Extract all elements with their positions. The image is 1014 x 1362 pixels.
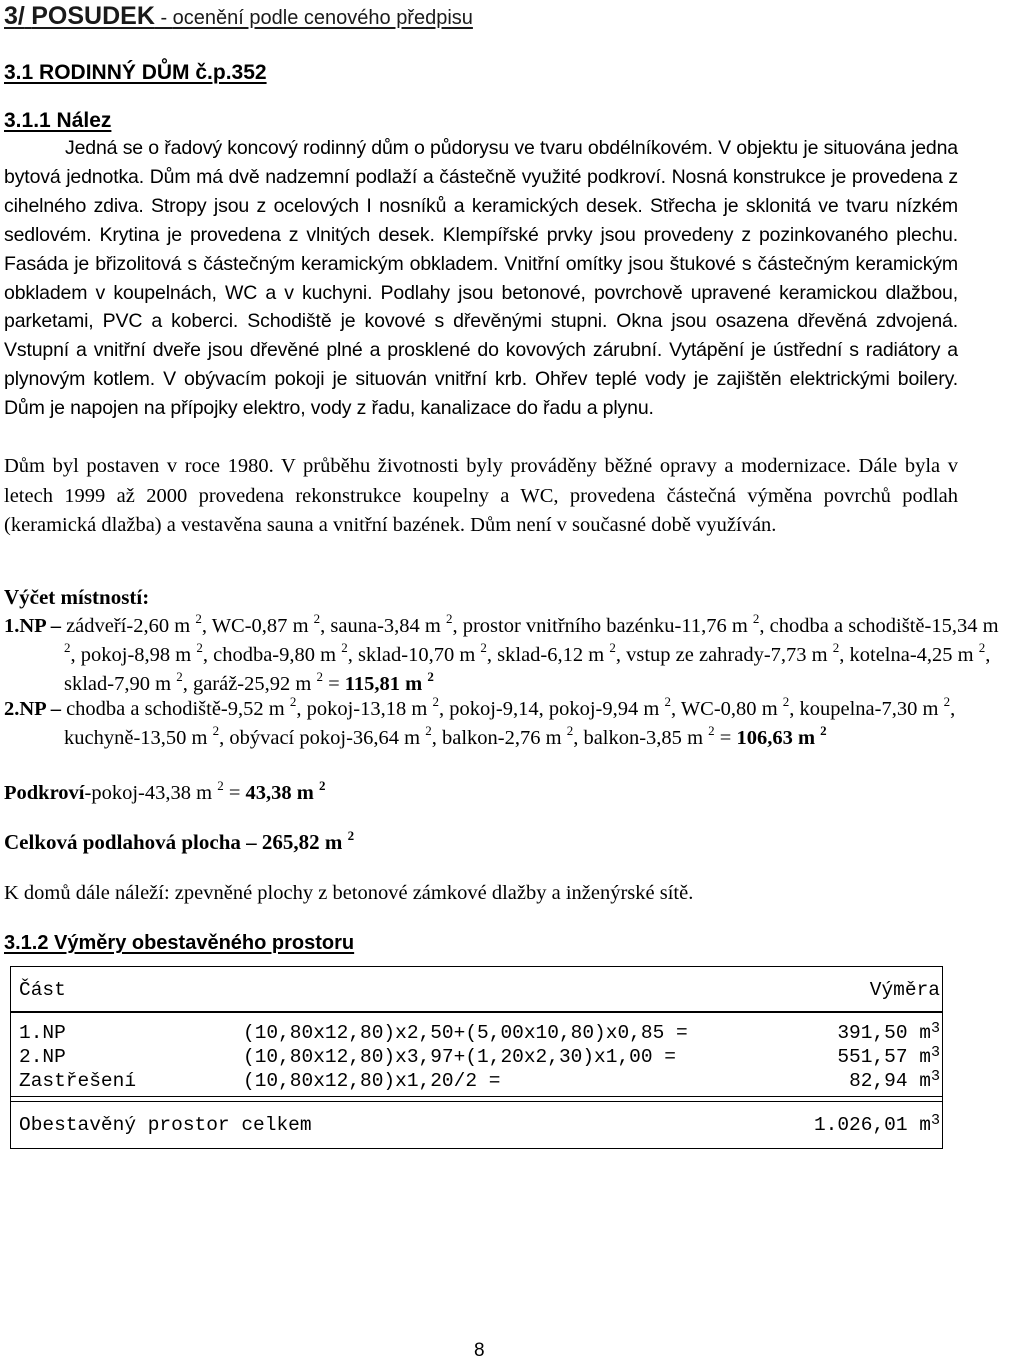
room-unit: m: [170, 644, 197, 666]
volume-row: [19, 1046, 940, 1068]
room-unit-power: 2: [212, 723, 220, 738]
total-floor-area: Celková podlahová plocha – 265,82 m $^2$: [4, 828, 355, 854]
finding-heading: 3.1.1 Nález: [4, 109, 112, 132]
room-unit: m: [190, 782, 218, 804]
page-number: 8: [474, 1340, 485, 1361]
col-value-header: Výměra: [869, 979, 940, 1001]
room-unit-power: 2: [480, 640, 487, 655]
room-unit: m: [315, 644, 342, 666]
room-item: prostor vnitřního bazénku-11,76: [462, 615, 727, 637]
volume-row: [19, 1070, 940, 1092]
finding-paragraph-2: Dům byl postaven v roce 1980. V průběhu životnosti byly prováděny běžné opravy a modernizace. Dále byla v letech 1999 až 2000 provedena rekonstrukce koupelny a WC, provedena částečná výměna povrchů podlah (keramická dlažba) a vestavěna sauna a vnitřní bazének. Dům není v současné době využíván.: [4, 455, 958, 537]
section-heading: [4, 2, 473, 31]
room-item: balkon-2,76: [441, 727, 541, 749]
room-unit: m: [169, 615, 196, 637]
room-unit-power: 2: [445, 611, 453, 626]
floor-label: 1.NP: [4, 615, 46, 637]
room-unit-power: 2: [943, 694, 951, 709]
room-item: WC-0,80: [680, 698, 757, 720]
attic-rooms: Podkroví-pokoj-43,38 m $^2$ = 43,38 m $^2$: [4, 778, 326, 804]
floor-total: 43,38 m $^2$: [245, 778, 326, 804]
room-unit-power: 2: [289, 694, 297, 709]
room-item: chodba-9,80: [213, 644, 316, 666]
room-unit: m: [399, 727, 426, 749]
room-unit: m: [806, 644, 833, 666]
section-number: 3/: [4, 2, 25, 30]
row-formula: (10,80x12,80)x1,20/2 =: [243, 1070, 501, 1092]
room-item: balkon-3,85: [583, 727, 682, 749]
room-unit-power: 2: [64, 640, 71, 655]
section-subtitle: ocenění podle cenového předpisu: [172, 7, 473, 29]
col-part-header: Část: [19, 979, 66, 1001]
room-unit: m: [583, 644, 610, 666]
total-divider-top: [11, 1096, 942, 1097]
floor-2-rooms: 2.NP – chodba a schodiště-9,52 m $^2$, pokoj-13,18 m $^2$, pokoj-9,14, pokoj-9,94 m $^2$, WC-0,80 m $^2$, koupelna-7,30 m $^2$, kuchyně-13,50 m $^2$, obývací pokoj-36,64 m $^2$, balkon-2,76 m $^2$, balkon-3,85 m $^2$ = 106,63 m $^2$: [4, 694, 956, 749]
room-unit: m: [263, 698, 290, 720]
room-unit: m: [756, 698, 783, 720]
room-unit: m: [638, 698, 665, 720]
room-unit: m: [406, 698, 433, 720]
floor-2-room-list: chodba a schodiště-9,52 m $^2$, pokoj-13,18 m $^2$, pokoj-9,14, pokoj-9,94 m $^2$, WC-0,80 m $^2$, koupelna-7,30 m $^2$, kuchyně-13,50 m $^2$, obývací pokoj-36,64 m $^2$, balkon-2,76 m $^2$, balkon-3,85 m $^2$: [64, 694, 956, 749]
total-divider-bottom: [11, 1101, 942, 1102]
row-part: 2.NP: [19, 1046, 66, 1068]
row-value: 551,57 $m^3$: [837, 1044, 940, 1068]
room-unit: m: [287, 615, 314, 637]
floor-label: Podkroví: [4, 782, 85, 804]
room-unit-power: 2: [978, 640, 986, 655]
room-item: chodba a schodiště-9,52: [66, 698, 264, 720]
room-unit: m: [186, 727, 213, 749]
room-unit-power: 2: [425, 723, 432, 738]
room-unit-power: 2: [609, 640, 616, 655]
room-unit: m: [454, 644, 481, 666]
room-item: sklad-10,70: [357, 644, 455, 666]
room-unit-power: 2: [664, 694, 671, 709]
room-unit-power: 2: [566, 723, 574, 738]
room-unit-power: 2: [782, 694, 790, 709]
row-formula: (10,80x12,80)x2,50+(5,00x10,80)x0,85 =: [243, 1022, 688, 1044]
room-unit: m: [977, 615, 999, 637]
room-item: garáž-25,92: [192, 673, 291, 695]
floor-1-room-list: zádveří-2,60 m $^2$, WC-0,87 m $^2$, sauna-3,84 m $^2$, prostor vnitřního bazénku-11,76 m $^2$, chodba a schodiště-15,34 m $^2$, pokoj-8,98 m $^2$, chodba-9,80 m $^2$, sklad-10,70 m $^2$, sklad-6,12 m $^2$, vstup ze zahrady-7,73 m $^2$, kotelna-4,25 m $^2$, sklad-7,90 m $^2$, garáž-25,92 m $^2$: [64, 611, 999, 695]
row-part: 1.NP: [19, 1022, 66, 1044]
room-item: WC-0,87: [211, 615, 288, 637]
room-unit: m: [952, 644, 979, 666]
finding-paragraph-1: Jedná se o řadový koncový rodinný dům o půdorysu ve tvaru obdélníkovém. V objektu je situována jedna bytová jednotka. Dům má dvě nadzemní podlaží a částečně využité podkroví. Nosná konstrukce je provedena z cihelného zdiva. Stropy jsou z ocelových I nosníků a keramických desek. Střecha je sklonitá ve tvaru nízkém sedlovém. Krytina je provedena z vlnitých desek. Klempířské prvky jsou provedeny z pozinkovaného plechu. Fasáda je břizolitová s částečným keramickým obkladem. Vnitřní omítky jsou štukové s částečným keramickým obkladem v koupelnách, WC a v kuchyni. Podlahy jsou betonové, povrchově upravené keramickou dlažbou, parketami, PVC a koberci. Schodiště je kovové s dřevěnými stupni. Okna jsou osazena dřevěná zdvojená. Vstupní a vnitřní dveře jsou dřevěné plné a prosklené do kovových zárubní. Vytápění je ústřední s radiátory a plynovým kotlem. V obývacím pokoji je situován vnitřní krb. Ohřev teplé vody je zajištěn elektrickými boilery. Dům je napojen na přípojky elektro, vody z řadu, kanalizace do řadu a plynu.: [4, 137, 958, 420]
floor-label: 2.NP: [4, 698, 46, 720]
room-unit-power: 2: [195, 611, 202, 626]
room-item: sklad-6,12: [497, 644, 584, 666]
header-divider: [11, 1011, 942, 1013]
volume-table: [10, 966, 943, 1149]
room-unit-power: 2: [196, 640, 203, 655]
floor-1-rooms: 1.NP – zádveří-2,60 m $^2$, WC-0,87 m $^2$, sauna-3,84 m $^2$, prostor vnitřního bazénku-11,76 m $^2$, chodba a schodiště-15,34 m $^2$, pokoj-8,98 m $^2$, chodba-9,80 m $^2$, sklad-10,70 m $^2$, sklad-6,12 m $^2$, vstup ze zahrady-7,73 m $^2$, kotelna-4,25 m $^2$, sklad-7,90 m $^2$, garáž-25,92 m $^2$ = 115,81 m $^2$: [4, 611, 999, 695]
room-unit-power: 2: [752, 611, 760, 626]
room-item: obývací pokoj-36,64: [229, 727, 400, 749]
attic-room-list: [84, 778, 224, 804]
subsection-heading: 3.1 RODINNÝ DŮM č.p.352: [4, 61, 267, 84]
volume-row: [19, 1022, 940, 1044]
room-item: vstup ze zahrady-7,73: [626, 644, 807, 666]
volume-heading: 3.1.2 Výměry obestavěného prostoru: [4, 932, 355, 954]
room-item: kuchyně-13,50: [64, 727, 187, 749]
volume-total-row: [19, 1114, 940, 1136]
room-item: -pokoj-43,38: [84, 782, 191, 804]
floor-total: 115,81 m $^2$: [344, 669, 434, 695]
total-value: 1.026,01 $m^3$: [813, 1112, 940, 1136]
room-unit: m: [726, 615, 753, 637]
row-part: Zastřešení: [19, 1070, 137, 1092]
room-unit-power: 2: [313, 611, 321, 626]
room-unit-power: 2: [316, 669, 323, 684]
room-item: kotelna-4,25: [849, 644, 953, 666]
room-unit-power: 2: [832, 640, 840, 655]
row-formula: (10,80x12,80)x3,97+(1,20x2,30)x1,00 =: [243, 1046, 676, 1068]
room-unit: m: [419, 615, 446, 637]
room-item: pokoj-13,18: [306, 698, 407, 720]
room-unit-power: 2: [432, 694, 439, 709]
room-item: koupelna-7,30: [799, 698, 918, 720]
section-title: POSUDEK: [31, 2, 155, 30]
room-unit-power: 2: [176, 669, 183, 684]
room-item: sauna-3,84: [330, 615, 420, 637]
room-item: sklad-7,90: [64, 673, 150, 695]
total-label: Obestavěný prostor celkem: [19, 1114, 312, 1136]
room-unit: m: [540, 727, 567, 749]
volume-table-header: [19, 979, 940, 1001]
section-dash: -: [154, 7, 173, 29]
room-unit-power: 2: [217, 778, 224, 793]
room-unit: m: [149, 673, 177, 695]
room-item: pokoj-8,98: [80, 644, 171, 666]
room-item: pokoj-9,14, pokoj-9,94: [449, 698, 639, 720]
extras-note: K domů dále náleží: zpevněné plochy z betonové zámkové dlažby a inženýrské sítě.: [4, 882, 694, 904]
room-unit-power: 2: [708, 723, 715, 738]
room-item: zádveří-2,60: [66, 615, 170, 637]
room-unit: m: [681, 727, 709, 749]
room-unit-power: 2: [341, 640, 348, 655]
row-value: 391,50 $m^3$: [837, 1020, 940, 1044]
rooms-title: Výčet místností:: [4, 585, 150, 609]
row-value: 82,94 $m^3$: [849, 1068, 940, 1092]
room-unit: m: [917, 698, 944, 720]
room-unit: m: [290, 673, 317, 695]
room-item: chodba a schodiště-15,34: [769, 615, 978, 637]
floor-total: 106,63 m $^2$: [736, 723, 827, 749]
